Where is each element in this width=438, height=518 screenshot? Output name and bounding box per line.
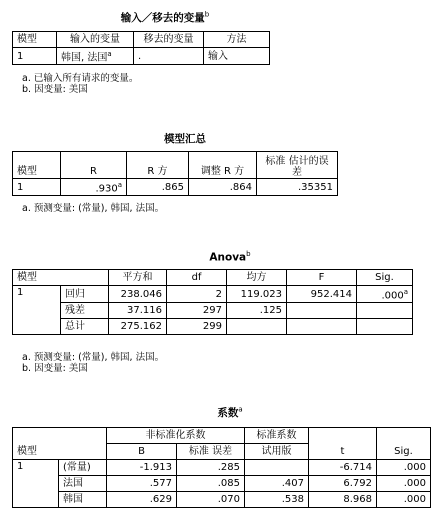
t4-cell-se: .070 bbox=[177, 492, 245, 508]
t3-header-df: df bbox=[167, 270, 227, 286]
t2-cell-adj-r2: .864 bbox=[189, 179, 257, 196]
t3-cell-f: 952.414 bbox=[287, 286, 357, 303]
t2-cell-r bbox=[61, 179, 127, 196]
t3-notes bbox=[22, 352, 164, 374]
t3-row-label: 残差 bbox=[61, 303, 109, 319]
t1-cell-entered bbox=[57, 48, 134, 65]
t3-cell-ms: .125 bbox=[227, 303, 287, 319]
t4-header-empty bbox=[13, 428, 107, 444]
t1-header-entered: 输入的变量 bbox=[57, 32, 134, 48]
t3-cell-ms: 119.023 bbox=[227, 286, 287, 303]
t3-cell-model: 1 bbox=[13, 286, 61, 335]
t4-row-label: 韩国 bbox=[59, 492, 107, 508]
table3-title bbox=[120, 250, 340, 264]
t1-cell-method: 输入 bbox=[204, 48, 270, 65]
t3-header-model: 模型 bbox=[13, 270, 109, 286]
t2-header-r: R bbox=[61, 152, 127, 179]
t4-cell-sig: .000 bbox=[377, 460, 431, 476]
t2-notes bbox=[22, 203, 164, 214]
t3-cell-f bbox=[287, 303, 357, 319]
t4-cell-t: 6.792 bbox=[309, 476, 377, 492]
t3-header-f: F bbox=[287, 270, 357, 286]
t1-note-b: b. 因变量: 美国 bbox=[22, 84, 88, 95]
t1-header-model: 模型 bbox=[13, 32, 57, 48]
t4-cell-beta: .407 bbox=[245, 476, 309, 492]
t4-header-beta: 试用版 bbox=[245, 444, 309, 460]
table3-title-text: Anova bbox=[209, 251, 247, 264]
t2-cell-r2: .865 bbox=[127, 179, 189, 196]
t3-cell-df: 2 bbox=[167, 286, 227, 303]
t1-cell-model: 1 bbox=[13, 48, 57, 65]
t2-r-text: .930 bbox=[95, 183, 118, 195]
t1-entered-sup: a bbox=[107, 50, 112, 58]
t3-row-label: 回归 bbox=[61, 286, 109, 303]
table4-title-sup: a bbox=[238, 405, 243, 414]
anova-table bbox=[12, 269, 413, 335]
t3-cell-f bbox=[287, 319, 357, 335]
table1-title bbox=[60, 10, 270, 25]
t3-sig-text: .000 bbox=[381, 290, 404, 302]
t3-cell-sig bbox=[357, 303, 413, 319]
t2-cell-model: 1 bbox=[13, 179, 61, 196]
t4-cell-se: .085 bbox=[177, 476, 245, 492]
t4-header-t: t bbox=[309, 444, 377, 460]
t3-header-ss: 平方和 bbox=[109, 270, 167, 286]
t2-header-r2: R 方 bbox=[127, 152, 189, 179]
coefficients-table bbox=[12, 427, 431, 508]
t3-cell-sig bbox=[357, 286, 413, 303]
table2-title-text: 模型汇总 bbox=[164, 133, 206, 145]
t4-header-empty bbox=[377, 428, 431, 444]
t3-cell-ss: 37.116 bbox=[109, 303, 167, 319]
table4-title bbox=[120, 405, 340, 420]
t3-cell-df: 297 bbox=[167, 303, 227, 319]
t4-cell-b: .629 bbox=[107, 492, 177, 508]
t4-group-unstd: 非标准化系数 bbox=[107, 428, 245, 444]
t2-note-a: a. 预测变量: (常量), 韩国, 法国。 bbox=[22, 203, 165, 214]
t3-sig-sup: a bbox=[403, 288, 408, 296]
t3-row-label: 总计 bbox=[61, 319, 109, 335]
table4-title-text: 系数 bbox=[217, 407, 239, 419]
t3-cell-ss: 275.162 bbox=[109, 319, 167, 335]
t4-cell-t: -6.714 bbox=[309, 460, 377, 476]
t4-cell-sig: .000 bbox=[377, 492, 431, 508]
table3-title-sup: b bbox=[246, 250, 251, 258]
t3-header-ms: 均方 bbox=[227, 270, 287, 286]
t4-header-sig: Sig. bbox=[377, 444, 431, 460]
t4-group-std: 标准系数 bbox=[245, 428, 309, 444]
t4-header-b: B bbox=[107, 444, 177, 460]
table2-title bbox=[60, 131, 310, 146]
t4-header-model: 模型 bbox=[13, 444, 107, 460]
t2-header-model: 模型 bbox=[13, 152, 61, 179]
t3-header-sig: Sig. bbox=[357, 270, 413, 286]
t3-note-b: b. 因变量: 美国 bbox=[22, 363, 88, 374]
t1-notes bbox=[22, 73, 138, 95]
t4-header-empty bbox=[309, 428, 377, 444]
t2-header-se: 标准 估计的误差 bbox=[257, 152, 338, 179]
t4-cell-b: .577 bbox=[107, 476, 177, 492]
variables-entered-table bbox=[12, 31, 270, 65]
t3-cell-df: 299 bbox=[167, 319, 227, 335]
t1-header-method: 方法 bbox=[204, 32, 270, 48]
t4-cell-model: 1 bbox=[13, 460, 59, 508]
model-summary-table bbox=[12, 151, 338, 196]
t1-entered-text: 韩国, 法国 bbox=[61, 52, 108, 64]
t2-r-sup: a bbox=[117, 181, 122, 189]
t3-cell-ss: 238.046 bbox=[109, 286, 167, 303]
t4-cell-beta: .538 bbox=[245, 492, 309, 508]
t3-cell-sig bbox=[357, 319, 413, 335]
t1-header-removed: 移去的变量 bbox=[134, 32, 204, 48]
t4-row-label: (常量) bbox=[59, 460, 107, 476]
t2-cell-se: .35351 bbox=[257, 179, 338, 196]
t1-cell-removed: . bbox=[134, 48, 204, 65]
t3-note-a: a. 预测变量: (常量), 韩国, 法国。 bbox=[22, 352, 165, 363]
t3-cell-ms bbox=[227, 319, 287, 335]
t4-header-se: 标准 误差 bbox=[177, 444, 245, 460]
table1-title-sup: b bbox=[204, 10, 210, 19]
t4-cell-t: 8.968 bbox=[309, 492, 377, 508]
t4-cell-se: .285 bbox=[177, 460, 245, 476]
t4-cell-sig: .000 bbox=[377, 476, 431, 492]
t4-row-label: 法国 bbox=[59, 476, 107, 492]
table1-title-text: 输入／移去的变量 bbox=[120, 12, 205, 24]
t4-cell-b: -1.913 bbox=[107, 460, 177, 476]
t1-note-a: a. 已输入所有请求的变量。 bbox=[22, 73, 139, 84]
t4-cell-beta bbox=[245, 460, 309, 476]
t2-header-adj-r2: 调整 R 方 bbox=[189, 152, 257, 179]
